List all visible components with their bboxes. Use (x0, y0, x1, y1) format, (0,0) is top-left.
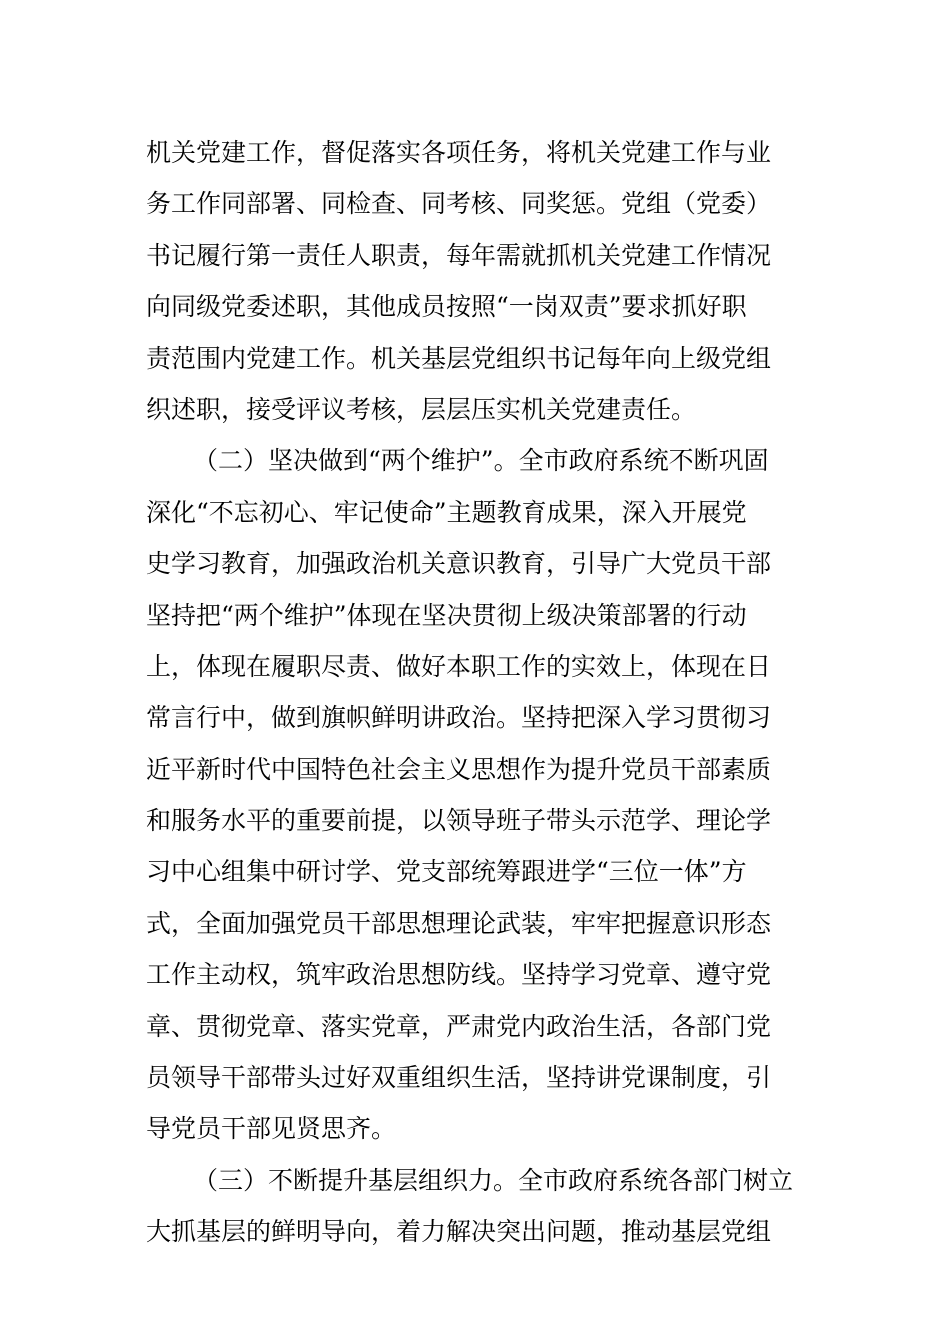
text-line: 常言行中，做到旗帜鲜明讲政治。坚持把深入学习贯彻习 (146, 703, 772, 733)
text-line: 责范围内党建工作。机关基层党组织书记每年向上级党组 (146, 343, 772, 373)
text-line: 章、贯彻党章、落实党章，严肃党内政治生活，各部门党 (146, 1011, 772, 1041)
text-line: 深化“不忘初心、牢记使命”主题教育成果，深入开展党 (146, 497, 747, 527)
text-line: 近平新时代中国特色社会主义思想作为提升党员干部素质 (146, 754, 772, 784)
text-line: 坚持把“两个维护”体现在坚决贯彻上级决策部署的行动 (146, 600, 747, 630)
text-line: 导党员干部见贤思齐。 (146, 1114, 397, 1144)
text-line: 工作主动权，筑牢政治思想防线。坚持学习党章、遵守党 (146, 960, 772, 990)
text-line: 向同级党委述职，其他成员按照“一岗双责”要求抓好职 (146, 292, 747, 322)
text-line: 式，全面加强党员干部思想理论武装，牢牢把握意识形态 (146, 908, 772, 938)
text-line: 和服务水平的重要前提，以领导班子带头示范学、理论学 (146, 806, 772, 836)
text-line: 务工作同部署、同检查、同考核、同奖惩。党组（党委） (146, 189, 772, 219)
section-heading-line: （二）坚决做到“两个维护”。全市政府系统不断巩固 (193, 446, 769, 476)
text-line: 习中心组集中研讨学、党支部统筹跟进学“三位一体”方 (146, 857, 747, 887)
text-line: 史学习教育，加强政治机关意识教育，引导广大党员干部 (146, 549, 772, 579)
text-line: 大抓基层的鲜明导向，着力解决突出问题，推动基层党组 (146, 1217, 772, 1247)
section-heading-line: （三）不断提升基层组织力。全市政府系统各部门树立 (193, 1165, 794, 1195)
text-line: 书记履行第一责任人职责，每年需就抓机关党建工作情况 (146, 240, 772, 270)
document-body (146, 127, 810, 1258)
text-line: 员领导干部带头过好双重组织生活，坚持讲党课制度，引 (146, 1063, 772, 1093)
text-line: 机关党建工作，督促落实各项任务，将机关党建工作与业 (146, 138, 772, 167)
text-line: 上，体现在履职尽责、做好本职工作的实效上，体现在日 (146, 651, 772, 681)
text-line: 织述职，接受评议考核，层层压实机关党建责任。 (146, 394, 697, 424)
